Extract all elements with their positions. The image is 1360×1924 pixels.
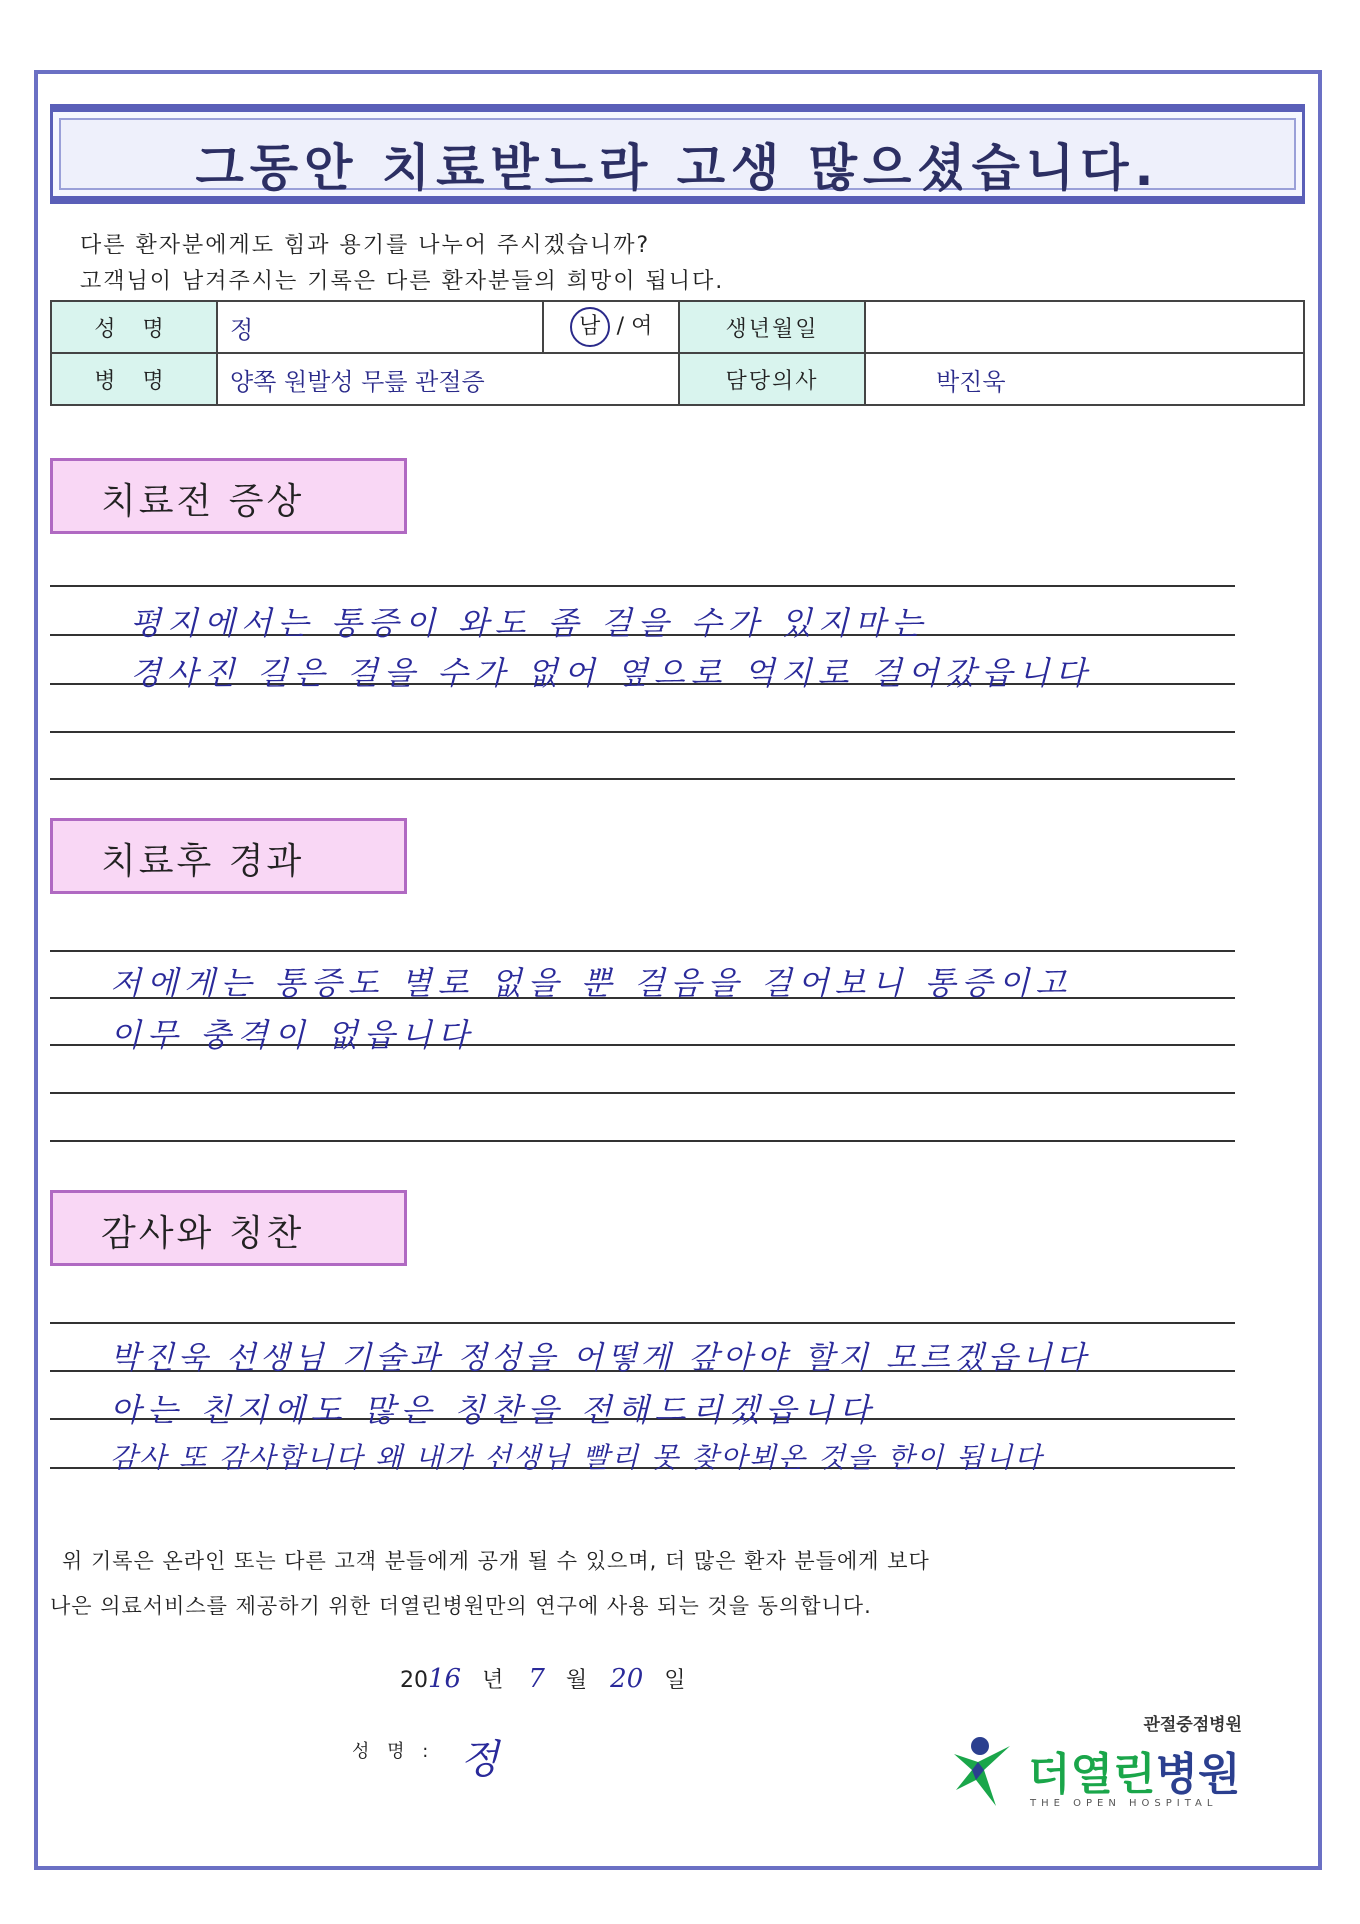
- date-month: 7: [528, 1664, 545, 1694]
- logo-figure-icon: [950, 1732, 1022, 1812]
- name-value: 정: [217, 301, 543, 353]
- sex-selector: [543, 301, 679, 353]
- doctor-label: 담당의사: [679, 353, 865, 405]
- section-after-heading: 치료후 경과: [50, 818, 407, 894]
- ruled-line: [50, 1092, 1235, 1094]
- thanks-line-2: 아는 친지에도 많은 칭찬을 전해드리겠읍니다: [110, 1391, 877, 1429]
- sex-male: 남: [570, 307, 610, 347]
- date-month-unit: 월: [565, 1668, 588, 1693]
- ruled-line: [50, 950, 1235, 952]
- disease-value: 양쪽 원발성 무릎 관절증: [217, 353, 679, 405]
- sex-female: 여: [631, 314, 653, 339]
- logo-name: 더열린병원: [1028, 1749, 1241, 1800]
- birth-value: [865, 301, 1304, 353]
- after-line-1: 저에게는 통증도 별로 없을 뿐 걸음을 걸어보니 통증이고: [110, 964, 1073, 1002]
- ruled-line: [50, 585, 1235, 587]
- title-banner: [50, 104, 1305, 204]
- section-thanks-heading: 감사와 칭찬: [50, 1190, 407, 1266]
- after-line-2: 이무 충격이 없읍니다: [110, 1016, 475, 1054]
- before-line-2: 경사진 길은 걸을 수가 없어 옆으로 억지로 걸어갔읍니다: [130, 654, 1093, 692]
- disease-label: 병 명: [51, 353, 217, 405]
- consent-line-1: 위 기록은 온라인 또는 다른 고객 분들에게 공개 될 수 있으며, 더 많은 환자 분들에게 보다: [62, 1549, 930, 1573]
- thanks-line-3: 감사 또 감사합니다 왜 내가 선생님 빨리 못 찾아뵈온 것을 한이 됩니다: [110, 1441, 1044, 1474]
- ruled-line: [50, 731, 1235, 733]
- logo-tagline: 관절중점병원: [1143, 1715, 1242, 1735]
- intro-line-2: 고객님이 남겨주시는 기록은 다른 환자분들의 희망이 됩니다.: [80, 269, 725, 294]
- logo-english: THE OPEN HOSPITAL: [1030, 1798, 1218, 1809]
- date-field: [400, 1663, 686, 1694]
- signature-value: 정: [460, 1737, 499, 1783]
- doctor-value: 박진욱: [865, 353, 1304, 405]
- sex-separator: /: [616, 314, 625, 339]
- date-year: 16: [428, 1664, 462, 1694]
- ruled-line: [50, 1140, 1235, 1142]
- date-day-unit: 일: [664, 1668, 686, 1693]
- birth-label: 생년월일: [679, 301, 865, 353]
- thanks-line-1: 박진욱 선생님 기술과 정성을 어떻게 갚아야 할지 모르겠읍니다: [110, 1340, 1090, 1376]
- before-line-1: 평지에서는 통증이 와도 좀 걸을 수가 있지마는: [130, 604, 929, 642]
- page-title: 그동안 치료받느라 고생 많으셨습니다.: [195, 139, 1160, 197]
- intro-line-1: 다른 환자분에게도 힘과 용기를 나누어 주시겠습니까?: [80, 233, 651, 258]
- ruled-line: [50, 1322, 1235, 1324]
- signature-label: 성 명 :: [352, 1741, 435, 1762]
- hospital-logo: [950, 1710, 1250, 1820]
- date-day: 20: [610, 1664, 644, 1694]
- patient-info-table: [50, 300, 1305, 406]
- date-year-prefix: 20: [400, 1668, 428, 1693]
- section-before-heading: 치료전 증상: [50, 458, 407, 534]
- ruled-line: [50, 778, 1235, 780]
- date-year-unit: 년: [482, 1668, 504, 1693]
- consent-line-2: 나은 의료서비스를 제공하기 위한 더열린병원만의 연구에 사용 되는 것을 동의합니다.: [50, 1594, 872, 1618]
- name-label: 성 명: [51, 301, 217, 353]
